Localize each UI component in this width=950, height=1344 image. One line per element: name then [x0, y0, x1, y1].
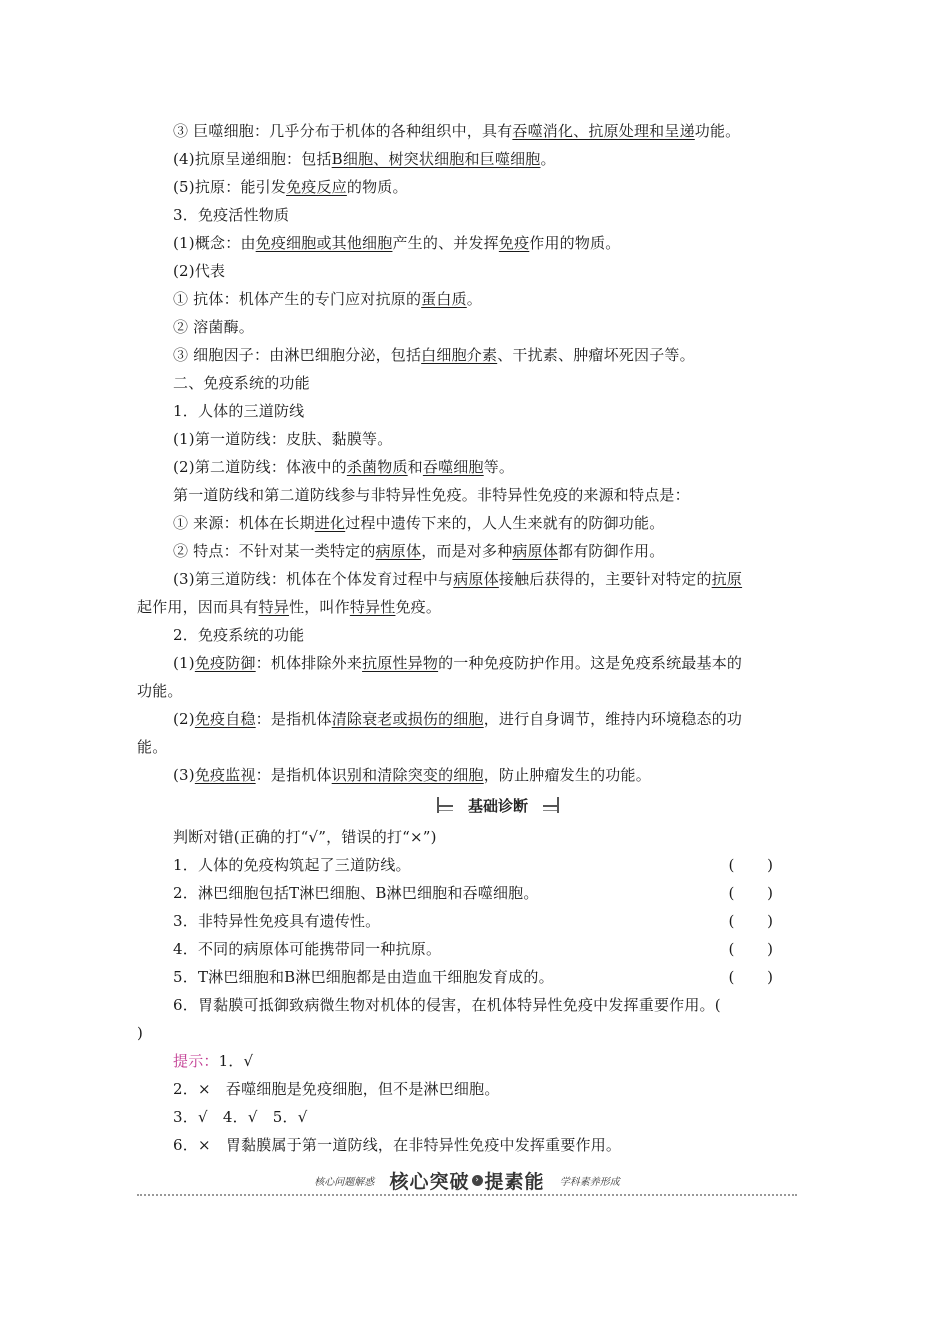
- text-line-12: (1)第一道防线：皮肤、黏膜等。: [173, 430, 393, 448]
- text-line-1: ③ 巨噬细胞：几乎分布于机体的各种组织中，具有吞噬消化、抗原处理和呈递功能。: [173, 122, 741, 140]
- text-line-22: (2)免疫自稳：是指机体清除衰老或损伤的细胞，进行自身调节，维持内环境稳态的功: [173, 710, 743, 728]
- arrow-right-icon: ›: [472, 1175, 483, 1186]
- answer-line-3: 3．√ 4．√ 5．√: [173, 1108, 308, 1126]
- footer-left-caption: 核心问题解惑: [314, 1177, 375, 1188]
- text-line-6: (2)代表: [173, 262, 226, 280]
- quiz-item-6-close: ): [137, 1024, 144, 1042]
- section-heading-2: 二、免疫系统的功能: [173, 374, 310, 392]
- text-line-2: (4)抗原呈递细胞：包括B细胞、树突状细胞和巨噬细胞。: [173, 150, 556, 168]
- text-line-9: ③ 细胞因子：由淋巴细胞分泌，包括白细胞介素、干扰素、肿瘤坏死因子等。: [173, 346, 695, 364]
- section-heading-3: 3．免疫活性物质: [173, 206, 290, 224]
- text-line-23: 能。: [137, 738, 168, 756]
- text-line-15: ① 来源：机体在长期进化过程中遗传下来的，人人生来就有的防御功能。: [173, 514, 665, 532]
- text-line-24: (3)免疫监视：是指机体识别和清除突变的细胞，防止肿瘤发生的功能。: [173, 766, 651, 784]
- text-line-7: ① 抗体：机体产生的专门应对抗原的蛋白质。: [173, 290, 482, 308]
- section-banner: [437, 795, 559, 817]
- hint-label: 提示：: [173, 1052, 219, 1070]
- text-line-8: ② 溶菌酶。: [173, 318, 254, 336]
- text-line-14: 第一道防线和第二道防线参与非特异性免疫。非特异性免疫的来源和特点是：: [173, 486, 690, 504]
- text-line-16: ② 特点：不针对某一类特定的病原体，而是对多种病原体都有防御作用。: [173, 542, 665, 560]
- subsection-heading-1: 1．人体的三道防线: [173, 402, 305, 420]
- text-line-5: (1)概念：由免疫细胞或其他细胞产生的、并发挥免疫作用的物质。: [173, 234, 621, 252]
- quiz-item-5: 5．T淋巴细胞和B淋巴细胞都是由造血干细胞发育成的。 ( ): [173, 968, 787, 986]
- subsection-heading-2: 2．免疫系统的功能: [173, 626, 305, 644]
- quiz-instruction: 判断对错(正确的打“√”，错误的打“×”): [173, 828, 437, 846]
- text-line-18: 起作用，因而具有特异性，叫作特异性免疫。: [137, 598, 442, 616]
- quiz-item-2: 2．淋巴细胞包括T淋巴细胞、B淋巴细胞和吞噬细胞。 ( ): [173, 884, 787, 902]
- text-line-21: 功能。: [137, 682, 183, 700]
- section-footer-banner: [137, 1167, 797, 1197]
- quiz-item-1: 1．人体的免疫构筑起了三道防线。 ( ): [173, 856, 787, 874]
- text-line-20: (1)免疫防御：机体排除外来抗原性异物的一种免疫防护作用。这是免疫系统最基本的: [173, 654, 743, 672]
- quiz-item-4: 4．不同的病原体可能携带同一种抗原。 ( ): [173, 940, 787, 958]
- text-line-17: (3)第三道防线：机体在个体发育过程中与病原体接触后获得的，主要针对特定的抗原: [173, 570, 743, 588]
- answer-line-1: 提示：1．√: [173, 1052, 254, 1070]
- banner-title: 基础诊断: [453, 795, 543, 817]
- footer-main-2: 提素能: [484, 1171, 545, 1193]
- answer-line-4: 6．× 胃黏膜属于第一道防线，在非特异性免疫中发挥重要作用。: [173, 1136, 622, 1154]
- answer-line-2: 2．× 吞噬细胞是免疫细胞，但不是淋巴细胞。: [173, 1080, 500, 1098]
- footer-main-1: 核心突破: [389, 1171, 470, 1193]
- text-line-13: (2)第二道防线：体液中的杀菌物质和吞噬细胞等。: [173, 458, 515, 476]
- quiz-item-6: 6．胃黏膜可抵御致病微生物对机体的侵害，在机体特异性免疫中发挥重要作用。(: [173, 996, 721, 1014]
- text-line-3: (5)抗原：能引发免疫反应的物质。: [173, 178, 408, 196]
- quiz-item-3: 3．非特异性免疫具有遗传性。 ( ): [173, 912, 787, 930]
- footer-right-caption: 学科素养形成: [559, 1177, 620, 1188]
